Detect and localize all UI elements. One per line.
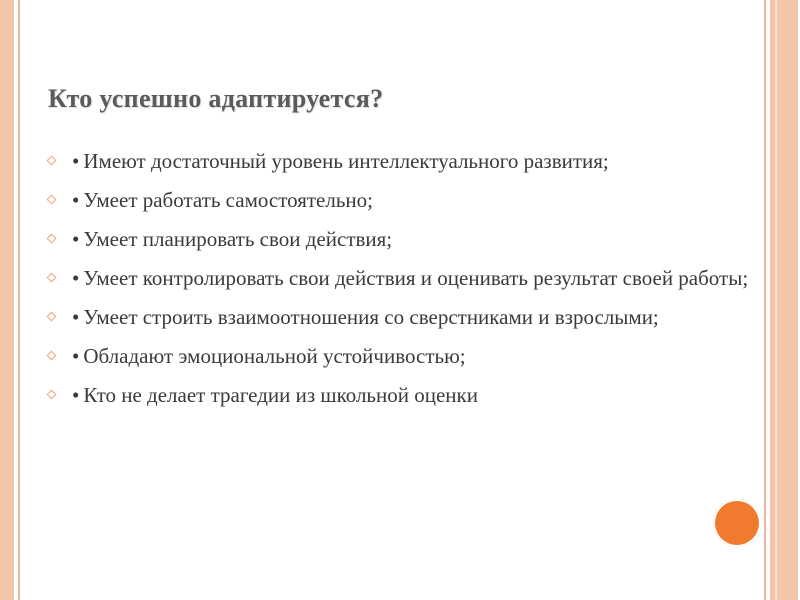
dot-marker: • bbox=[72, 188, 80, 212]
list-item bbox=[48, 341, 768, 371]
bullet-list bbox=[48, 146, 768, 419]
left-border-line bbox=[18, 0, 20, 600]
list-item-text: Кто не делает трагедии из школьной оценки bbox=[83, 383, 478, 407]
list-item bbox=[48, 263, 768, 293]
list-item-text: Умеет работать самостоятельно; bbox=[83, 188, 374, 212]
list-item bbox=[48, 185, 768, 215]
list-item-text: Умеет строить взаимоотношения со сверстниками и взрослыми; bbox=[83, 305, 659, 329]
diamond-bullet-icon bbox=[47, 195, 57, 205]
diamond-bullet-icon bbox=[47, 273, 57, 283]
list-item-text: Умеет контролировать свои действия и оценивать результат своей работы; bbox=[83, 266, 749, 290]
list-item bbox=[48, 380, 768, 410]
dot-marker: • bbox=[72, 227, 80, 251]
dot-marker: • bbox=[72, 305, 80, 329]
list-item-text: Обладают эмоциональной устойчивостью; bbox=[83, 344, 466, 368]
diamond-bullet-icon bbox=[47, 234, 57, 244]
dot-marker: • bbox=[72, 266, 80, 290]
diamond-bullet-icon bbox=[47, 351, 57, 361]
list-item bbox=[48, 302, 768, 332]
right-border-inner-line bbox=[775, 0, 777, 600]
list-item-text: Имеют достаточный уровень интеллектуального развития; bbox=[83, 149, 609, 173]
slide-title: Кто успешно адаптируется? bbox=[48, 84, 384, 113]
dot-marker: • bbox=[72, 344, 80, 368]
diamond-bullet-icon bbox=[47, 156, 57, 166]
orange-circle-icon bbox=[713, 499, 761, 547]
list-item-text: Умеет планировать свои действия; bbox=[83, 227, 393, 251]
dot-marker: • bbox=[72, 149, 80, 173]
list-item bbox=[48, 224, 768, 254]
dot-marker: • bbox=[72, 383, 80, 407]
left-border-band bbox=[0, 0, 14, 600]
list-item bbox=[48, 146, 768, 176]
diamond-bullet-icon bbox=[47, 312, 57, 322]
diamond-bullet-icon bbox=[47, 390, 57, 400]
